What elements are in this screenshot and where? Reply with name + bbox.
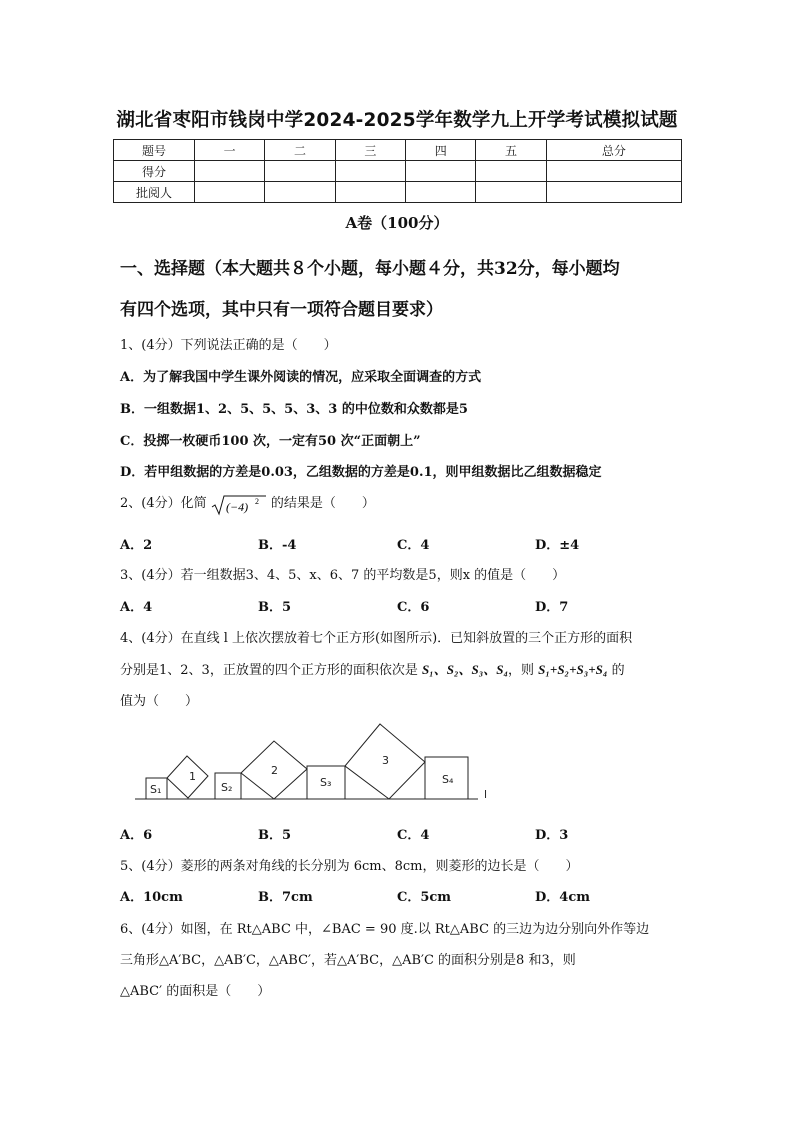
- table-cell: [265, 182, 335, 203]
- question-5-option-d: D．4cm: [535, 890, 590, 905]
- question-4-option-b: B．5: [258, 828, 292, 843]
- question-4-option-d: D．3: [535, 828, 569, 843]
- question-4-line1: 4、(4分）在直线 l 上依次摆放着七个正方形(如图所示)．已知斜放置的三个正方形的面积: [120, 631, 633, 646]
- section-a-heading: A卷（100分）: [345, 214, 449, 232]
- question-2-option-b: B．-4: [258, 538, 297, 553]
- section-heading-line1: 一、选择题（本大题共８个小题，每小题４分，共32分，每小题均: [120, 259, 620, 279]
- table-cell: 二: [265, 140, 335, 161]
- table-cell: 题号: [114, 140, 195, 161]
- question-4-text: 分别是1、2、3，正放置的四个正方形的面积依次是: [120, 663, 422, 678]
- table-cell: 批阅人: [114, 182, 195, 203]
- score-table-header-row: [114, 140, 682, 161]
- question-3-option-d: D．7: [535, 600, 569, 615]
- table-cell: 得分: [114, 161, 195, 182]
- label-3: 3: [382, 754, 389, 767]
- sqrt-expression: [211, 494, 267, 514]
- question-6-line1: 6、(4分）如图，在 Rt△ABC 中，∠BAC = 90 度.以 Rt△ABC 的三边为边分别向外作等边: [120, 922, 650, 937]
- table-cell: [406, 161, 476, 182]
- exponent: 2: [254, 496, 259, 506]
- question-2-option-d: D．±4: [535, 538, 580, 553]
- score-table: [113, 139, 682, 203]
- label-s2: S₂: [221, 781, 233, 794]
- page-title: 湖北省枣阳市钱岗中学2024-2025学年数学九上开学考试模拟试题: [116, 110, 678, 131]
- label-s4: S₄: [442, 773, 454, 786]
- table-cell: [335, 161, 405, 182]
- question-3-option-a: A．4: [120, 600, 153, 615]
- question-3-option-b: B．5: [258, 600, 292, 615]
- tilted-square-1: [167, 756, 208, 798]
- question-5-option-a: A．10cm: [120, 890, 183, 905]
- table-cell: [195, 182, 265, 203]
- sum-expression: S₁+S₂+S₃+S₄: [538, 662, 608, 677]
- table-cell: [406, 182, 476, 203]
- table-cell: 一: [195, 140, 265, 161]
- label-l: l: [484, 788, 488, 801]
- question-1-option-d: D．若甲组数据的方差是0.03，乙组数据的方差是0.1，则甲组数据比乙组数据稳定: [120, 465, 602, 480]
- question-6-line2: 三角形△A′BC，△AB′C，△ABC′，若△A′BC，△AB′C 的面积分别是8 和3，则: [120, 953, 576, 968]
- question-3-option-c: C．6: [397, 600, 430, 615]
- table-cell: [265, 161, 335, 182]
- label-s1: S₁: [150, 783, 162, 796]
- question-3-stem: 3、(4分）若一组数据3、4、5、x、6、7 的平均数是5，则x 的值是（ ）: [120, 568, 566, 583]
- table-cell: [476, 182, 546, 203]
- table-cell: 四: [406, 140, 476, 161]
- question-5-option-c: C．5cm: [397, 890, 452, 905]
- question-6-line3: △ABC′ 的面积是（ ）: [120, 984, 271, 999]
- question-4-option-a: A．6: [120, 828, 153, 843]
- question-4-text: ，则: [508, 663, 539, 678]
- table-cell: 三: [335, 140, 405, 161]
- question-2-prefix: 2、(4分）化简: [120, 496, 207, 511]
- table-cell: 五: [476, 140, 546, 161]
- label-s3: S₃: [320, 776, 332, 789]
- grader-row: [114, 182, 682, 203]
- table-cell: [546, 161, 681, 182]
- section-heading-line2: 有四个选项，其中只有一项符合题目要求）: [120, 300, 443, 320]
- question-5-option-b: B．7cm: [258, 890, 313, 905]
- question-4-option-c: C．4: [397, 828, 430, 843]
- question-5-stem: 5、(4分）菱形的两条对角线的长分别为 6cm、8cm，则菱形的边长是（ ）: [120, 859, 579, 874]
- question-1-stem: 1、(4分）下列说法正确的是（ ）: [120, 338, 337, 353]
- question-2-option-a: A．2: [120, 538, 153, 553]
- question-2-suffix: 的结果是（ ）: [270, 496, 375, 511]
- radical-sign: [211, 494, 267, 516]
- question-1-option-c: C．投掷一枚硬币100 次，一定有50 次“正面朝上”: [120, 434, 421, 449]
- table-cell: 总分: [546, 140, 681, 161]
- question-4-text: 的: [607, 663, 625, 678]
- score-row: [114, 161, 682, 182]
- table-cell: [195, 161, 265, 182]
- question-2-option-c: C．4: [397, 538, 430, 553]
- table-cell: [335, 182, 405, 203]
- question-4-line2: [120, 659, 625, 678]
- label-1: 1: [189, 770, 196, 783]
- question-1-option-b: B．一组数据1、2、5、5、5、3、3 的中位数和众数都是5: [120, 402, 468, 417]
- question-4-line3: 值为（ ）: [120, 694, 199, 709]
- square-areas: S₁、S₂、S₃、S₄: [421, 662, 509, 677]
- question-2-stem: [120, 492, 375, 514]
- table-cell: [476, 161, 546, 182]
- table-cell: [546, 182, 681, 203]
- squares-figure: [130, 720, 500, 805]
- question-1-option-a: A．为了解我国中学生课外阅读的情况，应采取全面调查的方式: [120, 370, 482, 385]
- label-2: 2: [271, 764, 278, 777]
- radicand: (−4): [225, 499, 248, 514]
